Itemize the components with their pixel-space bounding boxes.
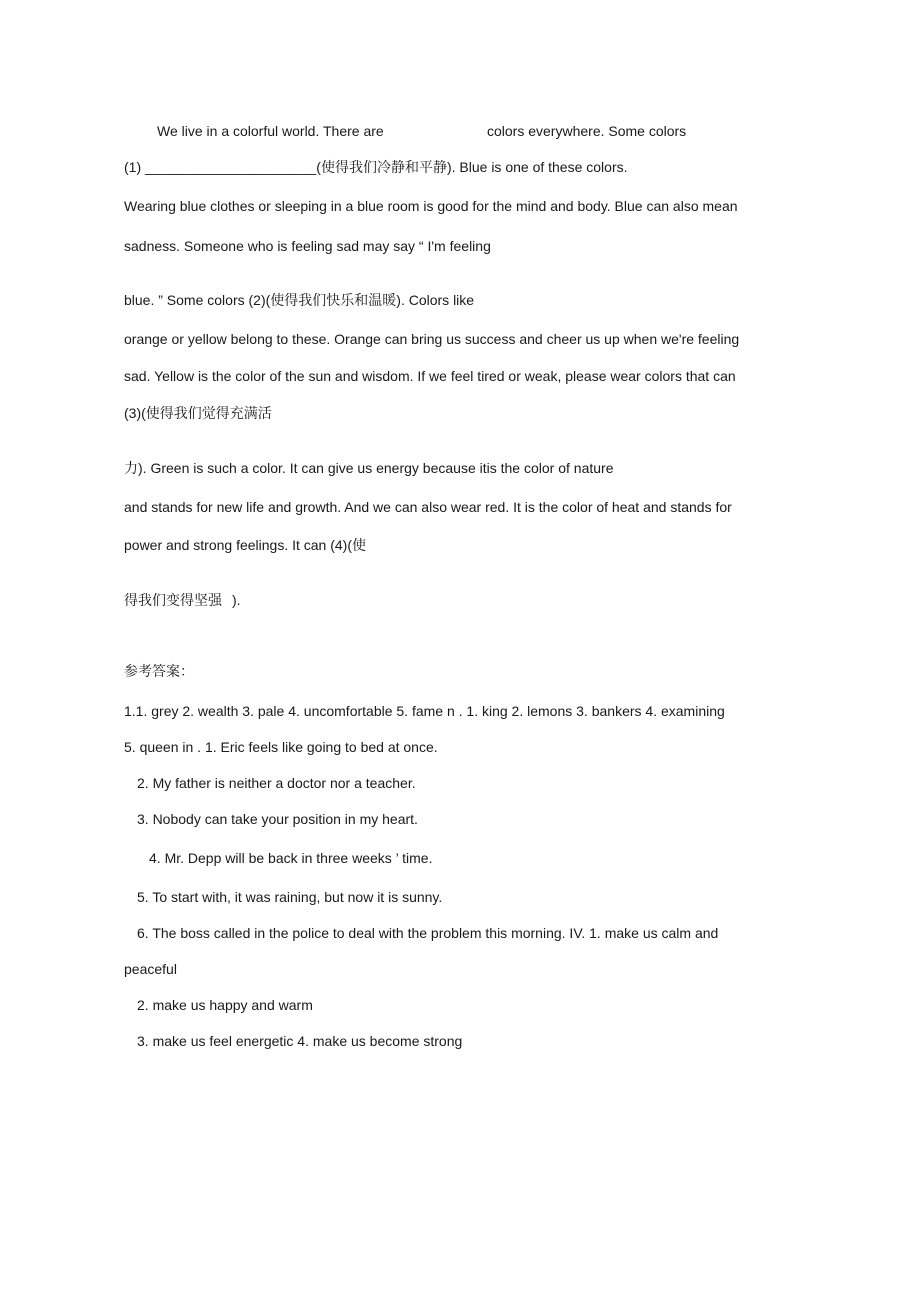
passage-line-12-end: ). <box>232 592 241 608</box>
answer-line-1: 1.1. grey 2. wealth 3. pale 4. uncomfortable 5. fame n . 1. king 2. lemons 3. bankers 4. examining <box>124 703 725 719</box>
answers-heading: 参考答案： <box>124 664 194 680</box>
blank-3: (3)( <box>124 405 146 421</box>
passage-line-2-end: ). Blue is one of these colors. <box>446 159 628 175</box>
hint-4-end: 得我们变得坚强 <box>124 593 222 609</box>
answer-line-2: 5. queen in . 1. Eric feels like going to bed at once. <box>124 739 438 755</box>
passage-line-11 <box>124 536 366 555</box>
hint-3: 使得我们觉得充满活 <box>145 406 272 422</box>
blank-1: (1) ______________________( <box>124 159 321 175</box>
passage-line-8 <box>124 404 272 423</box>
passage-line-2 <box>124 158 628 177</box>
passage-line-9-end: ). Green is such a color. It can give us energy because itis the color of nature <box>138 460 614 476</box>
passage-line-1b: colors everywhere. Some colors <box>487 123 687 139</box>
hint-4: 使 <box>352 538 367 554</box>
passage-line-7: sad. Yellow is the color of the sun and wisdom. If we feel tired or weak, please wear colors that can <box>124 368 736 384</box>
passage-line-12 <box>124 591 241 610</box>
blank-4: power and strong feelings. It can (4)( <box>124 537 353 553</box>
hint-1: 使得我们冷静和平静 <box>320 160 447 176</box>
answer-line-7: 6. The boss called in the police to deal with the problem this morning. IV. 1. make us calm and <box>137 925 719 941</box>
answer-line-8: peaceful <box>124 961 177 977</box>
passage-line-5 <box>124 291 474 310</box>
answer-line-3: 2. My father is neither a doctor nor a teacher. <box>137 775 416 791</box>
passage-line-4: sadness. Someone who is feeling sad may say “ I'm feeling <box>124 238 491 254</box>
answer-line-5: 4. Mr. Depp will be back in three weeks ’ time. <box>149 850 433 866</box>
answer-line-4: 3. Nobody can take your position in my heart. <box>137 811 418 827</box>
passage-line-5-end: ). Colors like <box>396 292 475 308</box>
answer-line-9: 2. make us happy and warm <box>137 997 313 1013</box>
answer-line-10: 3. make us feel energetic 4. make us become strong <box>137 1033 463 1049</box>
hint-2: 使得我们快乐和温暖 <box>270 293 397 309</box>
hint-3-end: 力 <box>124 461 138 477</box>
passage-line-3: Wearing blue clothes or sleeping in a blue room is good for the mind and body. Blue can also mean <box>124 198 738 214</box>
blank-2: blue. ” Some colors (2)( <box>124 292 271 308</box>
passage-line-1a: We live in a colorful world. There are <box>157 123 384 139</box>
passage-line-10: and stands for new life and growth. And we can also wear red. It is the color of heat and stands for <box>124 499 732 515</box>
answer-line-6: 5. To start with, it was raining, but now it is sunny. <box>137 889 443 905</box>
passage-line-6: orange or yellow belong to these. Orange can bring us success and cheer us up when we're feeling <box>124 331 740 347</box>
passage-line-9 <box>124 459 613 478</box>
